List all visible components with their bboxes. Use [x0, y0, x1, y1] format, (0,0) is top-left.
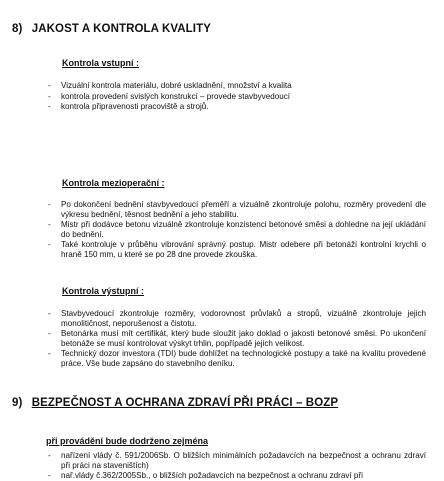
- list-item: - nařízení vlády č. 591/2006Sb. O bližších minimálních požadavcích na bezpečnost a ochranu zdraví při práci na staveništích): [48, 451, 426, 470]
- list-kontrola-vystupni: [48, 309, 426, 370]
- section-9-heading: [12, 397, 338, 409]
- list-item: - Technický dozor investora (TDI) bude dohlížet na technologické postupy a také na kvalitu provedené práce. Vše bude zapsáno do stavebního deníku.: [48, 349, 426, 368]
- subhead-colon: :: [138, 286, 145, 296]
- section-9-title: BEZPEČNOST A OCHRANA ZDRAVÍ PŘI PRÁCI – BOZP: [31, 397, 339, 409]
- section-8-heading: [12, 23, 211, 35]
- subhead-label: při provádění bude dodrženo zejména: [46, 436, 209, 446]
- list-kontrola-mezioperacni: [48, 200, 426, 261]
- subhead-label: Kontrola mezioperační: [62, 178, 160, 188]
- list-item: - kontrola připravenosti pracoviště a strojů.: [48, 102, 209, 112]
- list-kontrola-vstupni: [48, 81, 378, 113]
- subhead-kontrola-mezioperacni: [62, 178, 165, 188]
- list-item: - kontrola provedení svislých konstrukcí – provede stavbyvedoucí: [48, 91, 290, 101]
- subhead-label: Kontrola výstupní: [62, 286, 139, 296]
- list-bozp: [48, 451, 426, 481]
- subhead-kontrola-vystupni: [62, 286, 144, 296]
- list-item: - Vizuální kontrola materiálu, dobré uskladnění, množství a kvalita: [48, 81, 292, 90]
- list-item: - nař.vlády č.362/2005Sb., o bližších požadavcích na bezpečnost a ochranu zdraví při: [48, 471, 363, 481]
- subhead-colon: :: [159, 178, 165, 188]
- list-item: - Betonárka musí mít certifikát, který bude sloužit jako doklad o jakosti betonové směsi. Po ukončení betonáže se musí kontrolovat výskyt trhlin, popřípadě jejich velikost.: [48, 329, 426, 348]
- subhead-pri-provadeni: [46, 436, 208, 446]
- subhead-kontrola-vstupni: [62, 58, 139, 68]
- list-item: - Také kontroluje v průběhu vibrování správný postup. Mistr odebere při betonáži kontrolní krychli o hraně 150 mm, u které se po 28 dne provede zkouška.: [48, 240, 426, 259]
- list-item: - Mistr při dodávce betonu vizuálně zkontroluje konzistenci betonové směsi a dohledne na její ukládání do bednění.: [48, 220, 426, 239]
- list-item: - Stavbyvedoucí zkontroluje rozměry, vodorovnost průvlaků a stropů, vizuálně zkontroluje jejich monolitičnost, neporušenost a čistotu.: [48, 309, 426, 328]
- section-8-number: 8): [12, 23, 23, 35]
- subhead-colon: :: [133, 58, 139, 68]
- section-8-title: JAKOST A KONTROLA KVALITY: [31, 23, 211, 35]
- subhead-label: Kontrola vstupní: [62, 58, 134, 68]
- list-item: - Po dokončení bednění stavbyvedoucí přeměří a vizuálně zkontroluje polohu, rozměry provedení dle výkresu bednění, těsnost bednění a jeho stabilitu.: [48, 200, 426, 219]
- section-9-number: 9): [12, 397, 23, 409]
